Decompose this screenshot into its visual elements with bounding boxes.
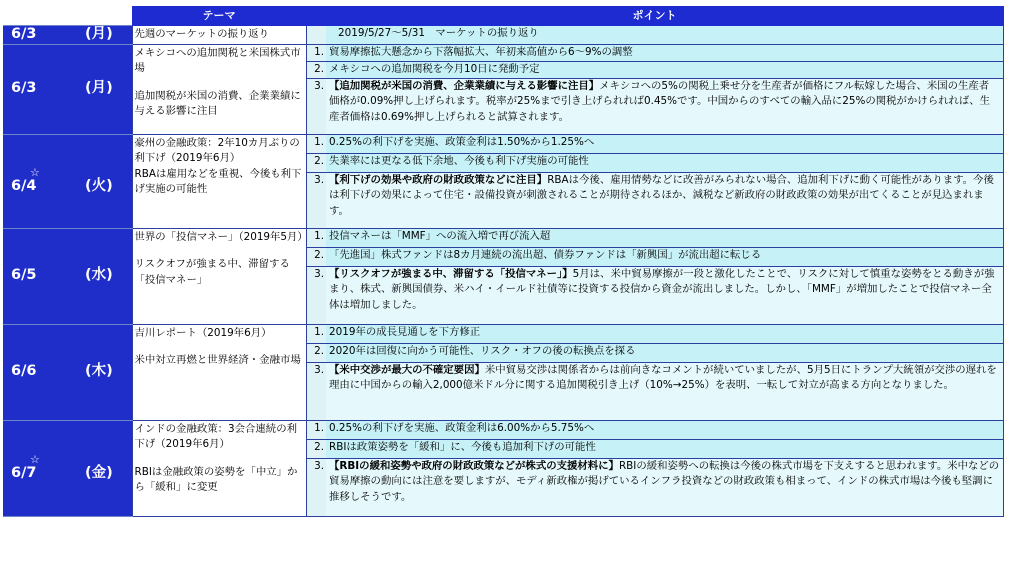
- date-cell: [3, 134, 132, 228]
- table-row: [3, 324, 1003, 343]
- point-text: [326, 458, 1003, 516]
- point-number: 3.: [306, 172, 326, 228]
- point-keyword: 【利下げの効果や政府の財政政策などに注目】: [329, 173, 548, 186]
- table-row: [3, 26, 1003, 45]
- point-body: RBIの緩和姿勢への転換は今後の株式市場を下支えすると思われます。米中などの貿易摩擦の動向には注意を要しますが、モディ新政権が掲げているインフラ投資などの財政政策も相まって、インドの株式市場は今後も堅調に推移しそうです。: [329, 459, 1000, 503]
- point-body: 5月は、米中貿易摩擦が一段と激化したことで、リスクに対して慎重な姿勢をとる動きが強まり、株式、新興国債券、米ハイ・イールド社債等に投資する投信から資金が流出しました。しかし、「MMF」が増加したことで投信マネー全体は増加しました。: [329, 267, 995, 311]
- theme-cell: [132, 324, 306, 420]
- point-text: [326, 134, 1003, 153]
- point-number: 2.: [306, 439, 326, 458]
- point-number: 3.: [306, 458, 326, 516]
- theme-cell: [132, 134, 306, 228]
- header-theme: テーマ: [132, 7, 306, 26]
- point-number: 3.: [306, 266, 326, 324]
- point-text: [326, 228, 1003, 247]
- table-header-row: [3, 7, 1003, 26]
- weekday-label: (火): [85, 178, 113, 195]
- point-text: [326, 266, 1003, 324]
- theme-title: インドの金融政策：3会合連続の利下げ（2019年6月）: [134, 422, 297, 451]
- point-number: 1.: [306, 44, 326, 61]
- theme-cell: [132, 44, 306, 134]
- date-label: 6/3: [11, 26, 37, 42]
- point-text: [326, 153, 1003, 172]
- table-row: [3, 134, 1003, 153]
- date-label: 6/6: [11, 363, 37, 380]
- date-label: 6/7: [11, 465, 37, 482]
- theme-cell: [132, 228, 306, 324]
- point-body: 0.25%の利下げを実施、政策金利は6.00%から5.75%へ: [329, 421, 595, 434]
- point-body: 投信マネーは「MMF」への流入増で再び流入超: [329, 229, 551, 242]
- point-number: 2.: [306, 153, 326, 172]
- market-schedule-table: [3, 6, 1004, 517]
- header-point: ポイント: [306, 7, 1003, 26]
- date-cell: [3, 420, 132, 516]
- point-text: [326, 172, 1003, 228]
- theme-title: メキシコへの追加関税と米国株式市場: [134, 46, 301, 75]
- point-body: 貿易摩擦拡大懸念から下落幅拡大、年初来高値から6～9%の調整: [329, 45, 633, 58]
- point-keyword: 【RBIの緩和姿勢や政府の財政政策などが株式の支援材料に】: [329, 459, 619, 472]
- point-number: 3.: [306, 78, 326, 134]
- point-text: [326, 26, 1003, 45]
- table-row: [3, 44, 1003, 61]
- weekday-label: (月): [85, 26, 113, 42]
- theme-subtitle: 追加関税が米国の消費、企業業績に与える影響に注目: [134, 89, 301, 118]
- date-cell: [3, 44, 132, 134]
- star-mark: ☆: [30, 166, 40, 180]
- point-body: RBIは政策姿勢を「緩和」に、今後も追加利下げの可能性: [329, 440, 596, 453]
- theme-title: 吉川レポート（2019年6月）: [134, 326, 272, 339]
- point-text: [326, 61, 1003, 78]
- point-keyword: 【追加関税が米国の消費、企業業績に与える影響に注目】: [329, 79, 600, 92]
- theme-title: 豪州の金融政策：2年10カ月ぶりの利下げ（2019年6月）: [134, 136, 300, 165]
- theme-title: 世界の「投信マネー」（2019年5月）: [134, 230, 308, 243]
- point-body: メキシコへの追加関税を今月10日に発動予定: [329, 62, 540, 75]
- point-body: RBAは今後、雇用情勢などに改善がみられない場合、追加利下げに動く可能性があります。今後は利下げの効果によって住宅・設備投資が刺激されることが期待されるほか、減税など新政府の財政政策の効果が出てくることが見込まれます。: [329, 173, 994, 217]
- point-number: 2.: [306, 247, 326, 266]
- point-number: 2.: [306, 61, 326, 78]
- table-row: [3, 228, 1003, 247]
- date-label: 6/4: [11, 178, 37, 195]
- theme-subtitle: リスクオフが強まる中、滞留する「投信マネー」: [134, 258, 290, 286]
- point-body: 2019年の成長見通しを下方修正: [329, 325, 481, 338]
- point-number: [306, 26, 326, 45]
- theme-cell: [132, 420, 306, 516]
- weekday-label: (木): [85, 363, 113, 380]
- point-number: 1.: [306, 324, 326, 343]
- point-text: [326, 324, 1003, 343]
- point-text: [326, 343, 1003, 362]
- table-row: [3, 420, 1003, 439]
- weekday-label: (金): [85, 465, 113, 482]
- market-schedule-table-wrapper: [3, 6, 1003, 517]
- date-cell: [3, 26, 132, 45]
- point-body: 0.25%の利下げを実施、政策金利は1.50%から1.25%へ: [329, 135, 595, 148]
- point-number: 1.: [306, 228, 326, 247]
- point-body: 「先進国」株式ファンドは8カ月連続の流出超、債券ファンドは「新興国」が流出超に転じる: [329, 248, 762, 261]
- point-body: 2020年は回復に向かう可能性、リスク・オフの後の転換点を探る: [329, 344, 636, 357]
- weekday-label: (水): [85, 267, 113, 284]
- point-number: 3.: [306, 362, 326, 420]
- date-cell: [3, 324, 132, 420]
- date-cell: [3, 228, 132, 324]
- point-body: 失業率には更なる低下余地、今後も利下げ実施の可能性: [329, 154, 589, 167]
- star-mark: ☆: [30, 453, 40, 467]
- weekday-label: (月): [85, 80, 113, 97]
- point-number: 1.: [306, 420, 326, 439]
- point-body: 米中貿易交渉は関係者からは前向きなコメントが続いていましたが、5月5日にトランプ大統領が交渉の遅れを理由に中国からの輸入2,000億米ドル分に関する追加関税引き上げ（10%→25%）を表明、一転して対立が高まる方向となりました。: [329, 363, 997, 392]
- point-text: [326, 420, 1003, 439]
- theme-subtitle: RBAは雇用などを重視、今後も利下げ実施の可能性: [134, 167, 302, 196]
- theme-title: 先週のマーケットの振り返り: [134, 28, 270, 40]
- point-number: 2.: [306, 343, 326, 362]
- point-body: 2019/5/27～5/31 マーケットの振り返り: [338, 27, 539, 39]
- theme-cell: [132, 26, 306, 45]
- theme-subtitle: RBIは金融政策の姿勢を「中立」から「緩和」に変更: [134, 465, 298, 494]
- date-label: 6/3: [11, 80, 37, 97]
- header-blank-cell: [3, 7, 132, 26]
- point-keyword: 【リスクオフが強まる中、滞留する「投信マネー」】: [329, 267, 573, 280]
- point-text: [326, 362, 1003, 420]
- point-text: [326, 247, 1003, 266]
- point-number: 1.: [306, 134, 326, 153]
- point-text: [326, 44, 1003, 61]
- date-label: 6/5: [11, 267, 37, 284]
- theme-subtitle: 米中対立再燃と世界経済・金融市場: [134, 354, 301, 367]
- point-body: メキシコへの5%の関税上乗せ分を生産者が価格にフル転嫁した場合、米国の生産者価格が0.09%押し上げられます。税率が25%まで引き上げられれば0.45%です。中国からのすべての輸入品に25%の関税がかけられれば、生産者価格は0.69%押し上げられると試算されます。: [329, 79, 991, 123]
- point-text: [326, 78, 1003, 134]
- point-text: [326, 439, 1003, 458]
- point-keyword: 【米中交渉が最大の不確定要因】: [329, 363, 485, 376]
